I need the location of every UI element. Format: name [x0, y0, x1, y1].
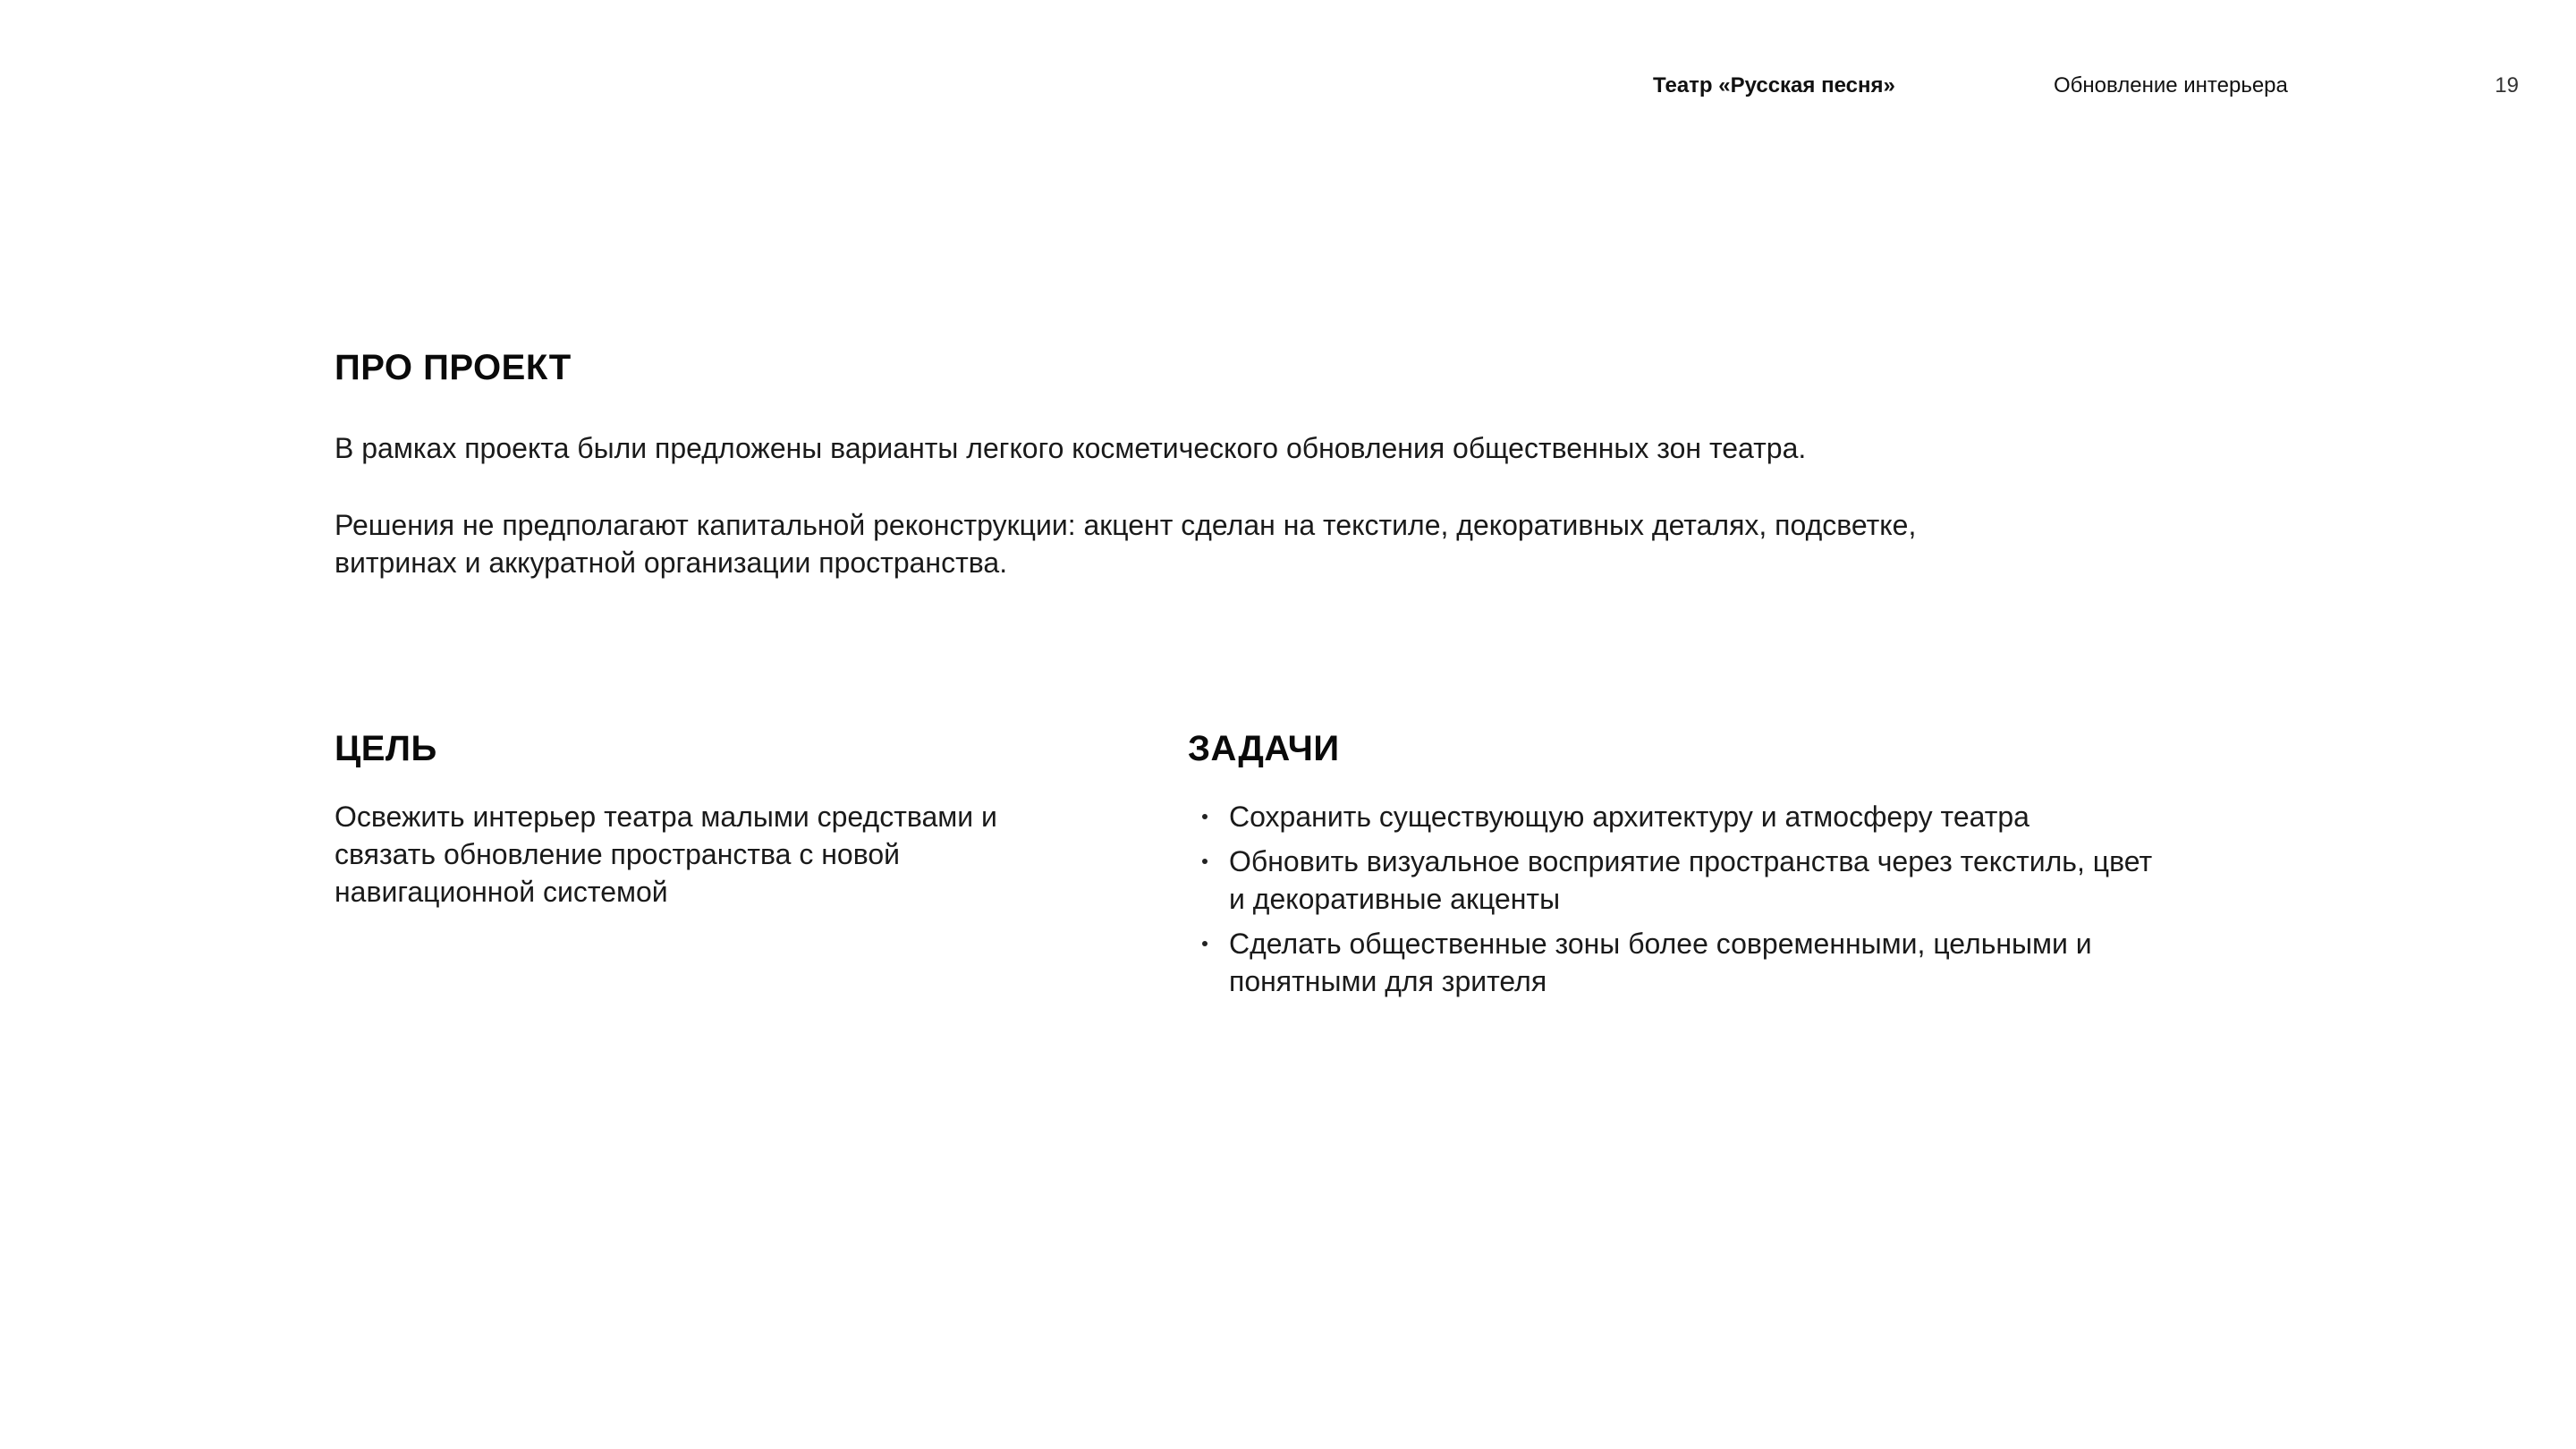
goal-text: Освежить интерьер театра малыми средствами и связать обновление пространства с новой навигационной системой [335, 801, 997, 908]
goal-title: ЦЕЛЬ [335, 729, 437, 768]
task-item [1188, 798, 2154, 835]
header-section-name: Обновление интерьера [2054, 73, 2288, 97]
tasks-title: ЗАДАЧИ [1188, 729, 1340, 768]
about-title: ПРО ПРОЕКТ [335, 348, 572, 387]
bullet-icon [1202, 941, 1208, 946]
about-paragraph-1: В рамках проекта были предложены варианты легкого косметического обновления общественных зон театра. [335, 432, 1807, 464]
task-item-text: Обновить визуальное восприятие пространства через текстиль, цвет и декоративные акценты [1229, 845, 2153, 915]
task-item [1188, 843, 2154, 918]
task-item-text: Сделать общественные зоны более современными, цельными и понятными для зрителя [1229, 928, 2092, 997]
bullet-icon [1202, 814, 1208, 819]
bullet-icon [1202, 859, 1208, 864]
header-theatre-name: Театр «Русская песня» [1653, 73, 1895, 97]
page-number: 19 [2495, 73, 2519, 97]
task-item [1188, 925, 2154, 1000]
about-paragraph-2: Решения не предполагают капитальной реконструкции: акцент сделан на текстиле, декоративных деталях, подсветке, витринах и аккуратной организации пространства. [335, 509, 1917, 579]
task-item-text: Сохранить существующую архитектуру и атмосферу театра [1229, 801, 2029, 833]
tasks-list [1188, 798, 2154, 1007]
